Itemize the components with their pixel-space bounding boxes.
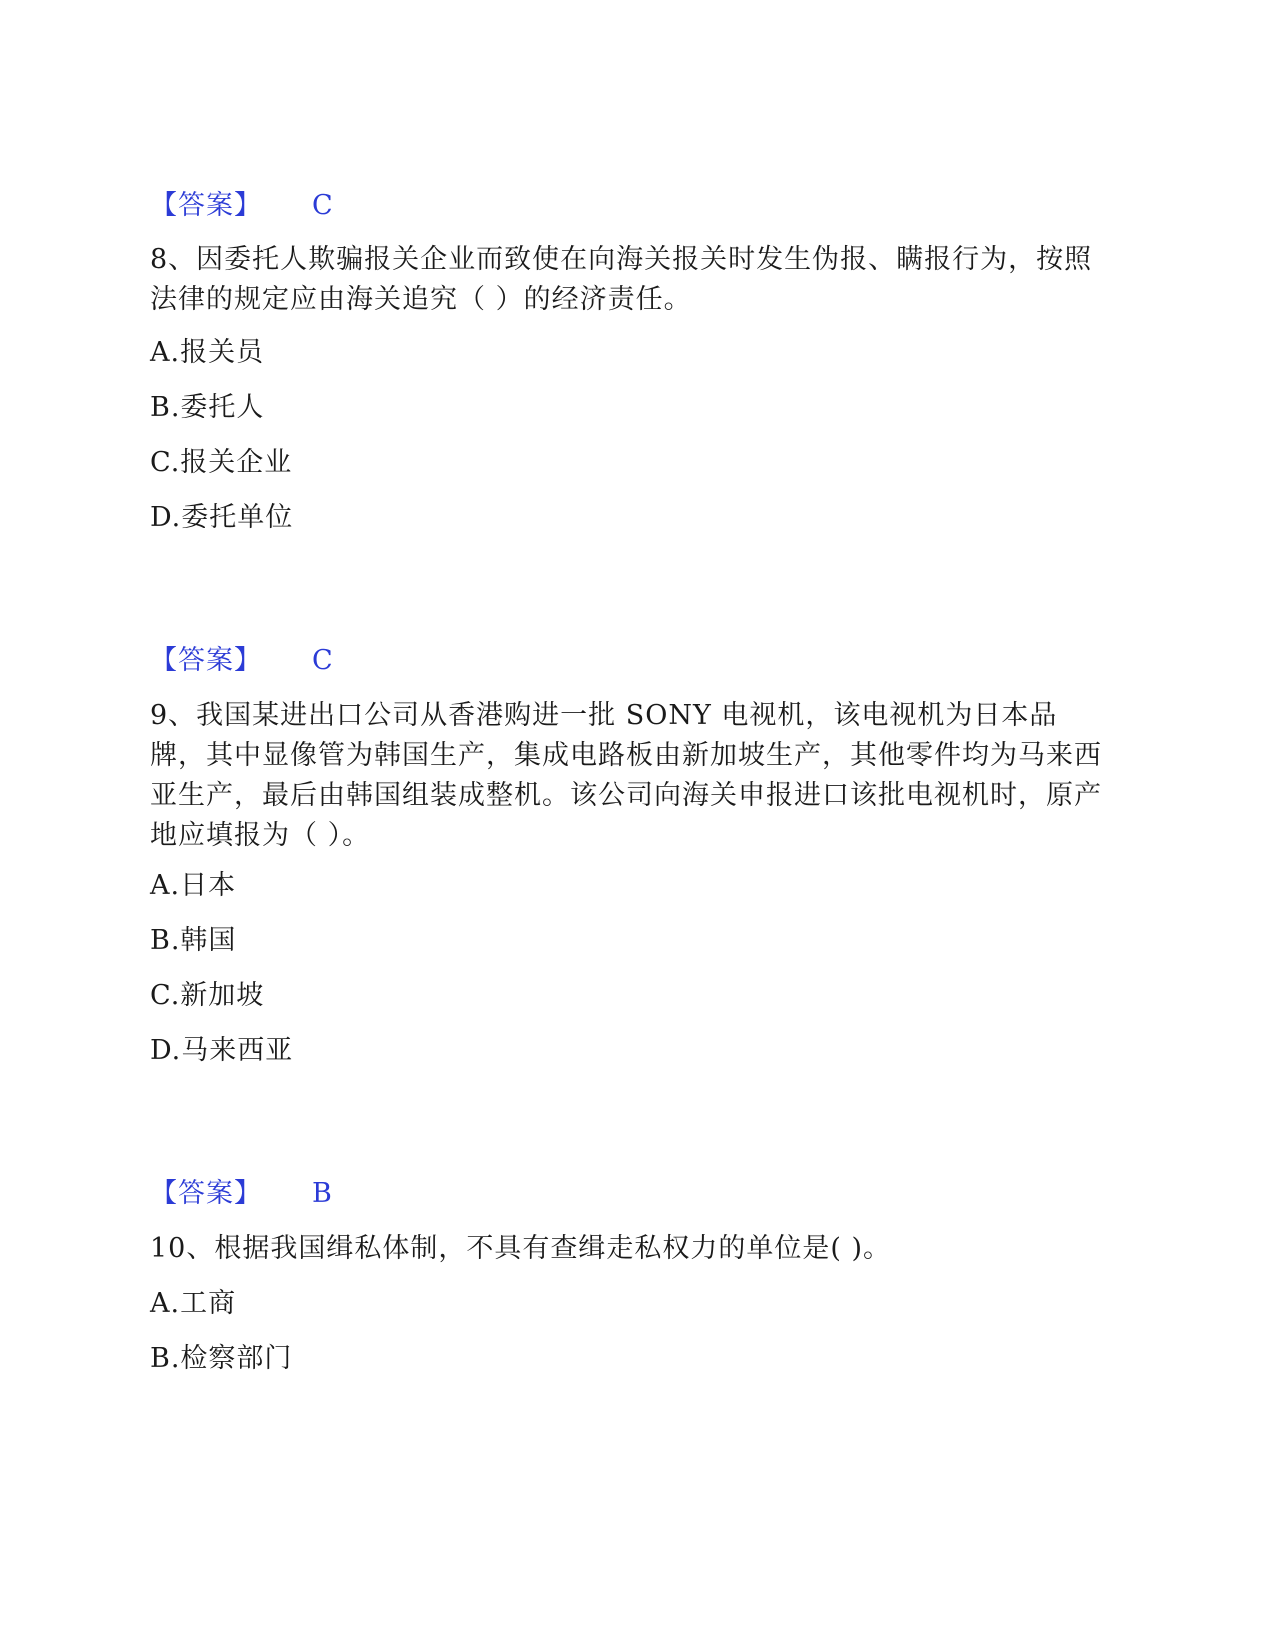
question-9-option-b: B.韩国 (150, 925, 237, 956)
question-9-text: 9、我国某进出口公司从香港购进一批 SONY 电视机，该电视机为日本品牌，其中显像管为韩国生产，集成电路板由新加坡生产，其他零件均为马来西亚生产，最后由韩国组装成整机。该公司向海关申报进口该批电视机时，原产地应填报为（ ）。 (150, 700, 1102, 851)
question-10-text: 10、根据我国缉私体制，不具有查缉走私权力的单位是( )。 (150, 1233, 892, 1264)
question-8-text: 8、因委托人欺骗报关企业而致使在向海关报关时发生伪报、瞒报行为，按照法律的规定应由海关追究（ ）的经济责任。 (150, 244, 1093, 315)
answer-line-q9 (150, 1174, 332, 1214)
answer-line-q7 (150, 186, 333, 226)
question-10-option-b: B.检察部门 (150, 1343, 293, 1374)
answer-label: 【答案】 (150, 1178, 262, 1209)
question-9-option-d: D.马来西亚 (150, 1035, 294, 1066)
answer-value: C (312, 190, 333, 221)
answer-value: C (312, 645, 333, 676)
question-9-option-a: A.日本 (150, 870, 237, 901)
answer-label: 【答案】 (150, 645, 262, 676)
answer-line-q8 (150, 641, 333, 681)
question-8-option-b: B.委托人 (150, 392, 265, 423)
question-9-option-c: C.新加坡 (150, 980, 265, 1011)
question-10-option-a: A.工商 (150, 1288, 237, 1319)
answer-label: 【答案】 (150, 190, 262, 221)
question-8-option-c: C.报关企业 (150, 447, 293, 478)
answer-value: B (312, 1178, 332, 1209)
question-8-option-a: A.报关员 (150, 337, 265, 368)
question-8-option-d: D.委托单位 (150, 502, 294, 533)
